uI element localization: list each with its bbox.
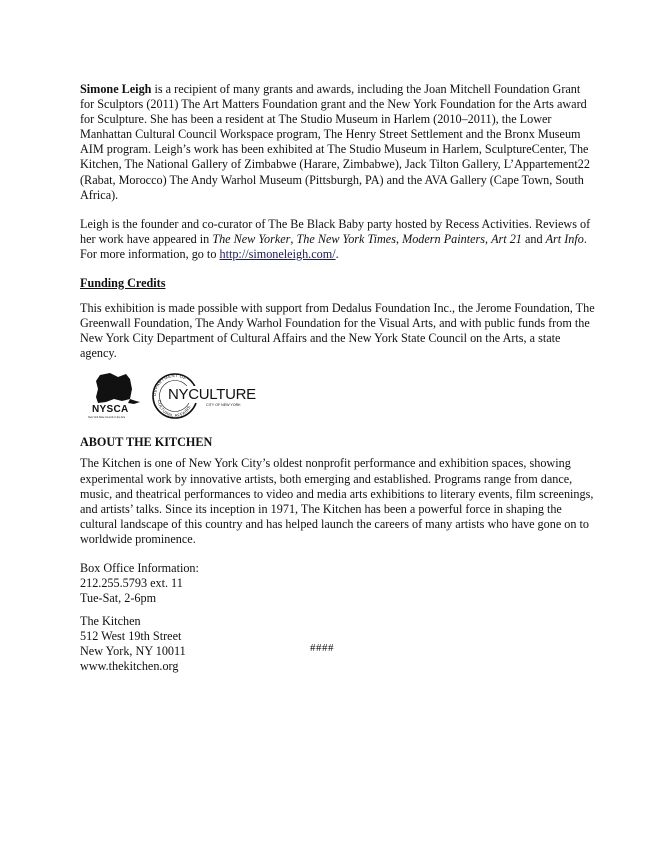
bio-paragraph	[80, 82, 597, 203]
publication-art-info: Art Info	[545, 231, 584, 246]
venue-name: The Kitchen	[80, 613, 141, 628]
publication-art21: Art 21	[491, 231, 522, 246]
nyc-ring-top-text: DEPARTMENT OF	[151, 373, 188, 397]
separator: ,	[485, 231, 492, 246]
publication-new-yorker: The New Yorker	[212, 231, 291, 246]
publication-modern-painters: Modern Painters	[402, 231, 485, 246]
bio-text: is a recipient of many grants and awards, including the Joan Mitchell Foundation Grant for Sculptors (2011) The Art Matters Foundation grant and the New York Foundation for the Arts award for Sculpture. She has been a resident at The Studio Museum in Harlem (2010–2011), the Lower Manhattan Cultural Council Workspace program, The Henry Street Settlement and the Bronx Museum AIM program. Leigh’s work has been exhibited at The Studio Museum in Harlem, SculptureCenter, The Kitchen, The National Gallery of Zimbabwe (Harare, Zimbabwe), Jack Tilton Gallery, L’Appartement22 (Rabat, Morocco) The Andy Warhol Museum (Pittsburgh, PA) and the AVA Gallery (Cape Town, South Africa).	[80, 82, 590, 202]
founder-text: Leigh is the founder and co-curator of The Be Black Baby party hosted by Recess Activities. Reviews of her work have appeared in	[80, 216, 591, 246]
more-info-text: . For more information, go to	[80, 231, 587, 261]
nysca-logo	[86, 371, 144, 421]
separator: ,	[395, 231, 403, 246]
box-office-block	[80, 561, 597, 606]
conjunction: and	[521, 231, 546, 246]
box-office-label: Box Office Information:	[80, 560, 199, 575]
nysca-label: NYSCA	[92, 404, 129, 416]
venue-city: New York, NY 10011	[80, 643, 186, 658]
artist-name: Simone Leigh	[80, 82, 152, 96]
publication-ny-times: The New York Times	[296, 231, 396, 246]
box-office-phone: 212.255.5793 ext. 11	[80, 575, 183, 590]
sponsor-logos	[86, 371, 597, 421]
period: .	[335, 246, 339, 261]
box-office-hours: Tue-Sat, 2-6pm	[80, 590, 157, 605]
address-block	[80, 614, 597, 674]
nysca-tagline: New York State Council on the Arts	[88, 416, 126, 420]
nyc-culture-logo	[150, 371, 256, 421]
about-paragraph: The Kitchen is one of New York City’s oldest nonprofit performance and exhibition spaces, showing experimental work by innovative artists, both emerging and established. Programs range from dance, music, and theatrical performances to video and media arts exhibitions to literary events, film screenings, and artists’ talks. Since its inception in 1971, The Kitchen has been a powerful force in shaping the cultural landscape of this country and has helped launch the careers of many artists who have gone on to worldwide prominence.	[80, 456, 594, 546]
end-mark: ####	[310, 642, 334, 654]
artist-website-link[interactable]: http://simoneleigh.com/	[219, 246, 336, 261]
funding-paragraph: This exhibition is made possible with support from Dedalus Foundation Inc., the Jerome Foundation, The Greenwall Foundation, The Andy Warhol Foundation for the Visual Arts, and with public funds from the New York City Department of Cultural Affairs and the New York State Council on the Arts, a state agency.	[80, 301, 595, 361]
nyc-culture-label: NYCULTURE	[168, 386, 256, 404]
venue-street: 512 West 19th Street	[80, 628, 182, 643]
separator: ,	[290, 231, 297, 246]
nyc-ring-bottom-text: CULTURAL AFFAIRS	[156, 399, 192, 419]
nyc-culture-sub: CITY OF NEW YORK	[206, 403, 241, 408]
about-kitchen-heading: ABOUT THE KITCHEN	[80, 435, 213, 450]
venue-website: www.thekitchen.org	[80, 658, 179, 673]
funding-credits-heading: Funding Credits	[80, 276, 166, 291]
founder-paragraph	[80, 217, 597, 262]
